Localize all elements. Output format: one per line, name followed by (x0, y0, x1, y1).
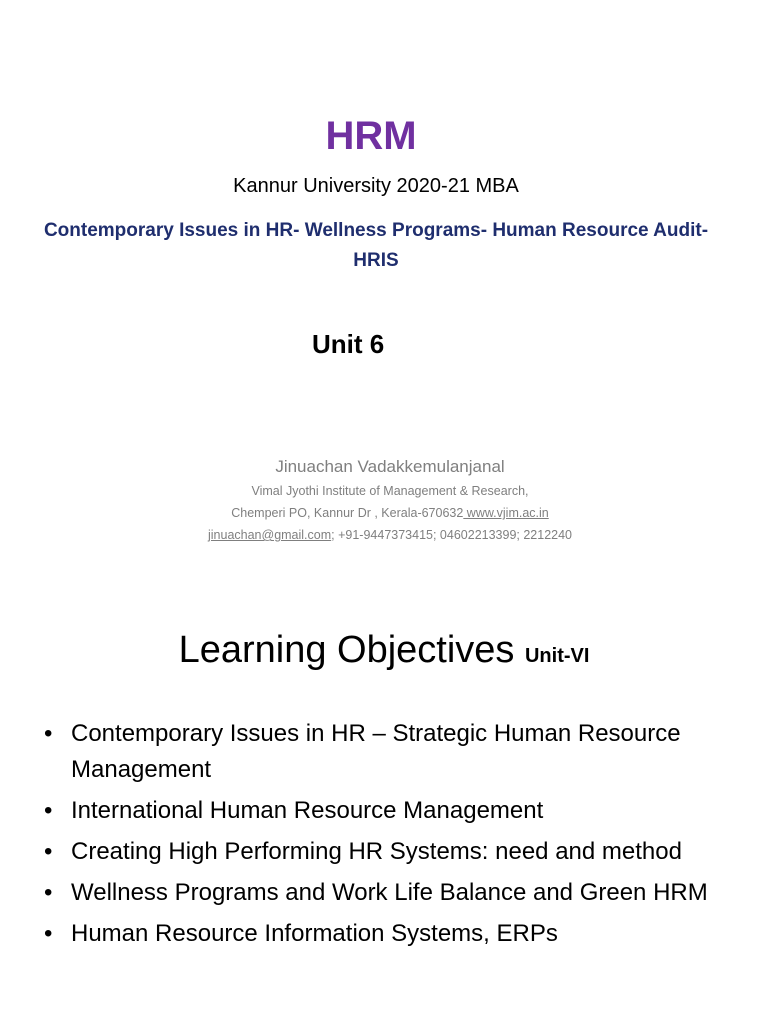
objectives-heading (0, 626, 768, 680)
list-item-text: Creating High Performing HR Systems: need and method (71, 838, 682, 865)
slide-topic: Contemporary Issues in HR- Wellness Programs- Human Resource Audit- HRIS (43, 220, 709, 271)
list-item-text: Wellness Programs and Work Life Balance and Green HRM (71, 879, 708, 906)
website-link[interactable]: www.vjim.ac.in (463, 506, 549, 520)
list-item (44, 793, 744, 829)
list-item (44, 875, 744, 911)
unit-label: Unit 6 (312, 329, 385, 359)
bullet-icon: • (44, 920, 53, 947)
list-item-text: International Human Resource Management (71, 797, 544, 824)
objectives-heading-text: Learning Objectives (178, 629, 515, 671)
slide-subtitle: Kannur University 2020-21 MBA (233, 175, 519, 197)
author-address-line (0, 502, 768, 524)
list-item-text: Human Resource Information Systems, ERPs (71, 920, 558, 947)
slide-title: HRM (325, 114, 417, 158)
bullet-icon: • (44, 879, 53, 906)
author-block (0, 454, 768, 546)
author-address: Chemperi PO, Kannur Dr , Kerala-670632 (231, 506, 464, 520)
objectives-slide (0, 580, 768, 1024)
bullet-icon: • (44, 838, 53, 865)
author-institute: Vimal Jyothi Institute of Management & Research, (251, 484, 529, 498)
objectives-unit-tag: Unit-VI (524, 645, 590, 667)
list-item (44, 834, 744, 870)
email-link[interactable]: jinuachan@gmail.com (207, 528, 332, 542)
author-phones: ; +91-9447373415; 04602213399; 2212240 (331, 528, 573, 542)
bullet-icon: • (44, 720, 53, 747)
list-item (44, 916, 744, 952)
list-item (44, 716, 744, 788)
bullet-icon: • (44, 797, 53, 824)
objectives-list (44, 716, 744, 957)
author-name: Jinuachan Vadakkemulanjanal (275, 457, 505, 476)
author-contact-line (0, 524, 768, 546)
list-item-text: Contemporary Issues in HR – Strategic Human Resource Management (71, 720, 681, 783)
